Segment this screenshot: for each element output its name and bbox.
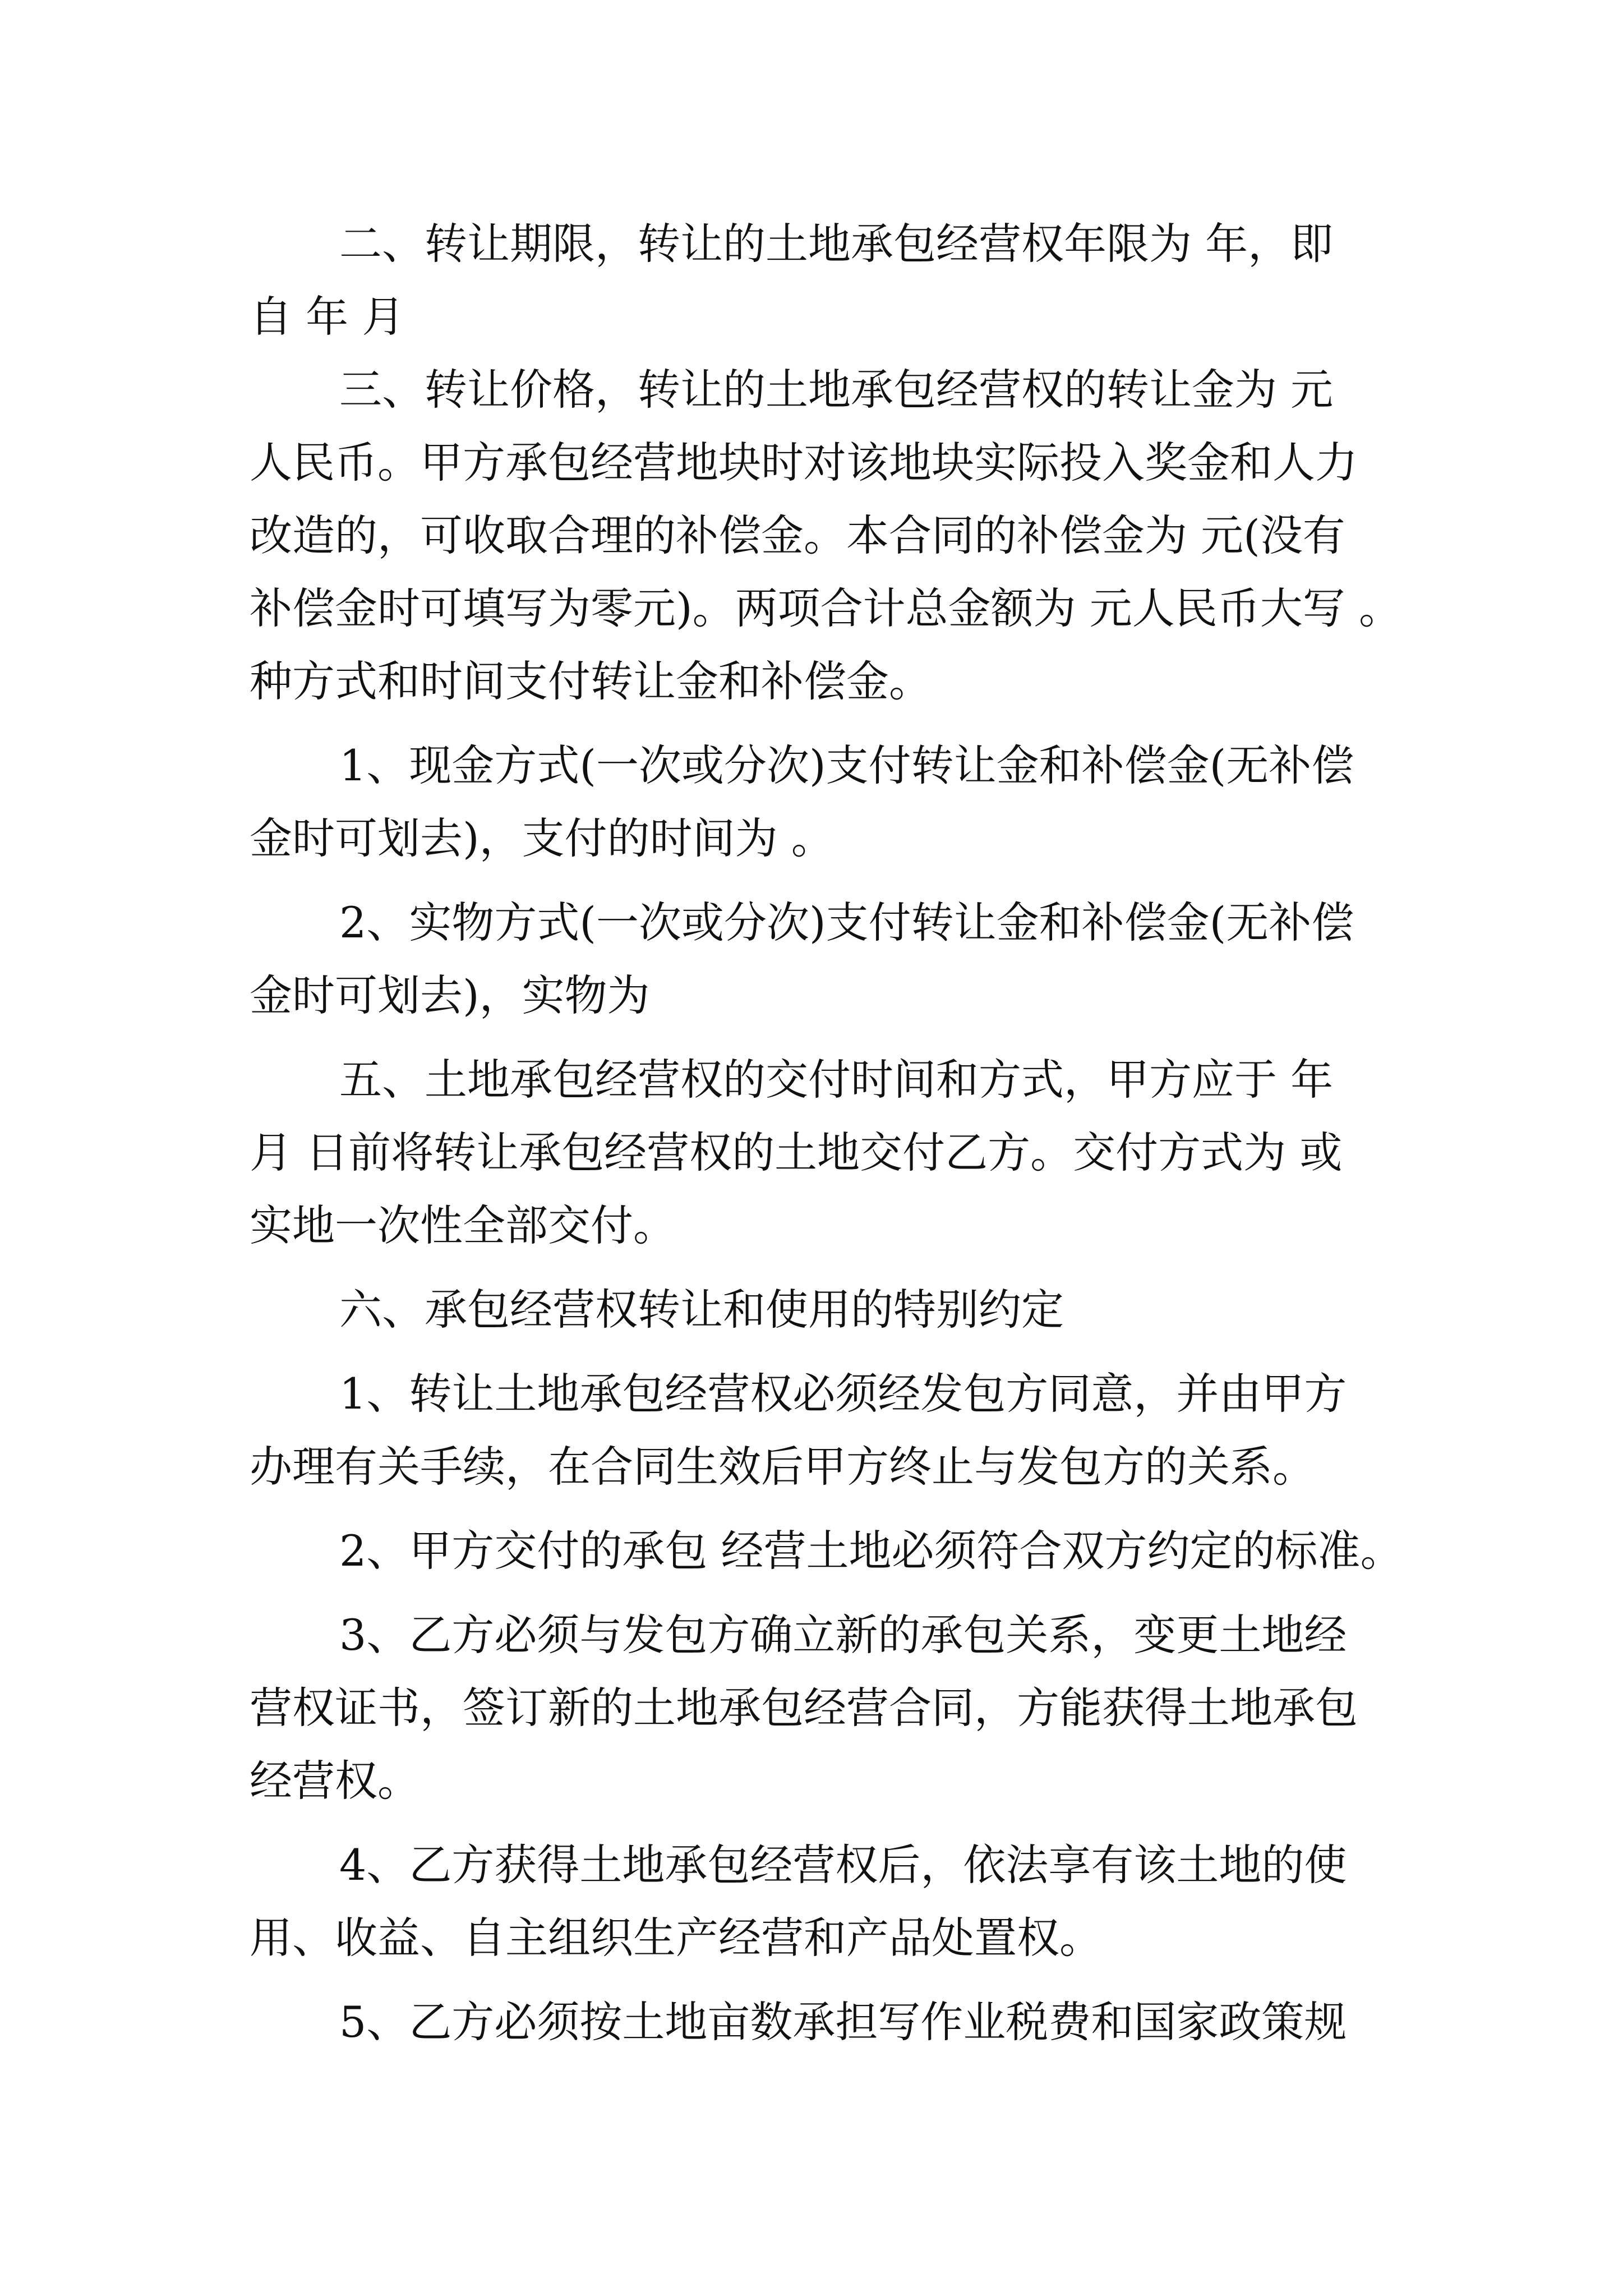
text-line: 3、乙方必须与发包方确立新的承包关系，变更土地经 xyxy=(339,1610,1347,1660)
text-line: 五、土地承包经营权的交付时间和方式，甲方应于 年 xyxy=(339,1055,1334,1105)
text-line: 六、承包经营权转让和使用的特别约定 xyxy=(339,1285,1064,1335)
text-line: 1、现金方式(一次或分次)支付转让金和补偿金(无补偿 xyxy=(339,740,1354,790)
text-line: 4、乙方获得土地承包经营权后，依法享有该土地的使 xyxy=(339,1840,1347,1890)
text-line: 金时可划去)，支付的时间为 。 xyxy=(250,813,834,863)
text-line: 种方式和时间支付转让金和补偿金。 xyxy=(250,656,932,706)
text-line: 用、收益、自主组织生产经营和产品处置权。 xyxy=(250,1913,1102,1963)
text-line: 改造的，可收取合理的补偿金。本合同的补偿金为 元(没有 xyxy=(250,510,1345,560)
text-line: 营权证书，签订新的土地承包经营合同，方能获得土地承包 xyxy=(250,1683,1358,1733)
text-line: 人民币。甲方承包经营地块时对该地块实际投入奖金和人力 xyxy=(250,438,1358,487)
text-line: 自 年 月 xyxy=(250,292,405,342)
text-line: 月 日前将转让承包经营权的土地交付乙方。交付方式为 或 xyxy=(250,1128,1343,1177)
text-line: 1、转让土地承包经营权必须经发包方同意，并由甲方 xyxy=(339,1369,1347,1419)
text-line: 2、甲方交付的承包 经营土地必须符合双方约定的标准。 xyxy=(339,1526,1403,1576)
text-line: 实地一次性全部交付。 xyxy=(250,1200,676,1250)
text-line: 三、转让价格，转让的土地承包经营权的转让金为 元 xyxy=(339,365,1334,415)
text-line: 经营权。 xyxy=(250,1756,420,1806)
text-line: 金时可划去)，实物为 xyxy=(250,970,650,1020)
text-line: 5、乙方必须按土地亩数承担写作业税费和国家政策规 xyxy=(339,1997,1347,2047)
text-line: 补偿金时可填写为零元)。两项合计总金额为 元人民币大写 。 xyxy=(250,583,1401,633)
text-line: 办理有关手续，在合同生效后甲方终止与发包方的关系。 xyxy=(250,1442,1315,1492)
text-line: 2、实物方式(一次或分次)支付转让金和补偿金(无补偿 xyxy=(339,898,1354,947)
text-line: 二、转让期限，转让的土地承包经营权年限为 年，即 xyxy=(339,219,1334,269)
